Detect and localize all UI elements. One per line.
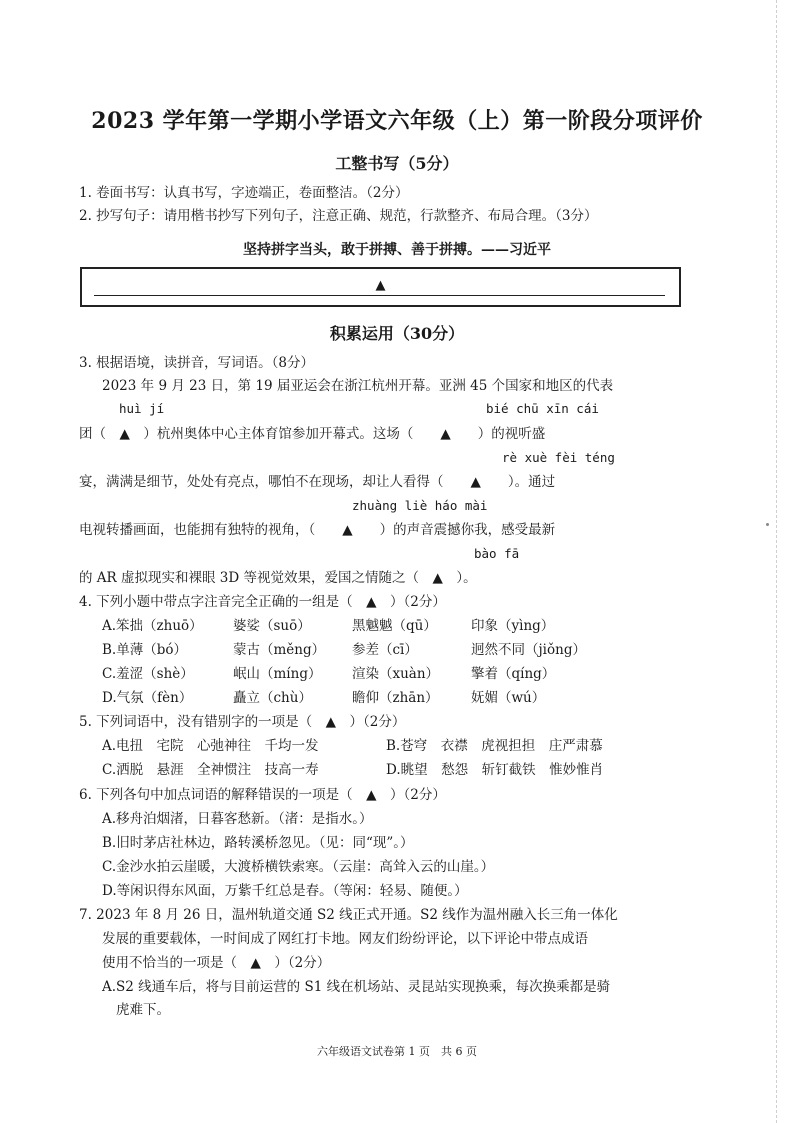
question-1: 1. 卷面书写：认真书写，字迹端正，卷面整洁。（2分） — [79, 185, 409, 201]
question-3-stem: 3. 根据语境，读拼音，写词语。（8分） — [79, 355, 315, 371]
q4-c-4: 擎着（qíng） — [471, 666, 556, 682]
q5-option-c: C.洒脱 悬涯 全神惯注 技高一寿 — [102, 762, 319, 778]
q7-option-a-1: A.S2 线通车后，将与目前运营的 S1 线在机场站、灵昆站实现换乘，每次换乘都是骑 — [102, 979, 611, 995]
q4-d-2: 矗立（chù） — [233, 690, 312, 706]
q4-a-4: 印象（yìng） — [471, 618, 555, 634]
pinyin-huiji: huì jí — [119, 401, 165, 416]
question-3-line-2: 团（ ▲ ）杭州奥体中心主体育馆参加开幕式。这场（ ▲ ）的视听盛 — [79, 426, 546, 442]
q4-b-3: 参差（cī） — [352, 642, 418, 658]
handwriting-answer-box[interactable] — [80, 267, 681, 307]
page-title: 2023 学年第一学期小学语文六年级（上）第一阶段分项评价 — [91, 108, 703, 134]
section-heading-writing: 工整书写（5分） — [335, 154, 459, 173]
q4-b-2: 蒙古（měng） — [233, 642, 326, 658]
q4-d-1: D.气氛（fèn） — [102, 690, 193, 706]
q7-option-a-2: 虎难下。 — [116, 1002, 170, 1018]
q6-option-d: D.等闲识得东风面，万紫千红总是春。（等闲：轻易、随便。） — [102, 883, 468, 899]
q4-c-2: 岷山（míng） — [233, 666, 322, 682]
q4-a-2: 婆娑（suō） — [233, 618, 311, 634]
q4-b-4: 迥然不同（jiǒng） — [471, 642, 586, 658]
pinyin-zhuanglieaomai: zhuàng liè háo mài — [352, 498, 488, 513]
q5-option-d: D.眺望 愁怨 斩钉截铁 惟妙惟肖 — [386, 762, 604, 778]
q4-c-3: 渲染（xuàn） — [352, 666, 440, 682]
q4-b-1: B.单薄（bó） — [102, 642, 187, 658]
question-3-line-3: 宴，满满是细节，处处有亮点，哪怕不在现场，却让人看得（ ▲ ）。通过 — [79, 474, 556, 490]
scan-speck — [766, 523, 769, 526]
q5-option-a: A.电扭 宅院 心弛神往 千均一发 — [102, 738, 319, 754]
q4-d-3: 瞻仰（zhān） — [352, 690, 439, 706]
question-7-stem-1: 7. 2023 年 8 月 26 日，温州轨道交通 S2 线正式开通。S2 线作为温州融入长三角一体化 — [79, 907, 618, 923]
section-heading-accumulation: 积累运用（30分） — [329, 324, 465, 343]
page-footer: 六年级语文试卷第 1 页 共 6 页 — [317, 1045, 477, 1058]
pinyin-rexuefeiteng: rè xuè fèi téng — [502, 450, 615, 465]
answer-mark: ▲ — [375, 278, 386, 293]
question-3-line-5: 的 AR 虚拟现实和裸眼 3D 等视觉效果，爱国之情随之（ ▲ ）。 — [79, 570, 477, 586]
question-3-line-4: 电视转播画面，也能拥有独特的视角，（ ▲ ）的声音震撼你我，感受最新 — [79, 522, 556, 538]
q4-c-1: C.羞涩（shè） — [102, 666, 194, 682]
question-3-line-1: 2023 年 9 月 23 日，第 19 届亚运会在浙江杭州开幕。亚洲 45 个国家和地区的代表 — [102, 378, 614, 394]
q6-option-a: A.移舟泊烟渚，日暮客愁新。（渚：是指水。） — [102, 811, 373, 827]
question-2: 2. 抄写句子：请用楷书抄写下列句子，注意正确、规范，行款整齐、布局合理。（3分） — [79, 208, 598, 224]
pinyin-baofa: bào fā — [474, 546, 520, 561]
copy-quote: 坚持拼字当头，敢于拼搏、善于拼搏。——习近平 — [243, 242, 551, 258]
q4-d-4: 妩媚（wú） — [471, 690, 546, 706]
q5-option-b: B.苍穹 衣襟 虎视担担 庄严肃慕 — [386, 738, 603, 754]
question-7-stem-3: 使用不恰当的一项是（ ▲ ）（2分） — [102, 955, 331, 971]
question-7-stem-2: 发展的重要载体，一时间成了网红打卡地。网友们纷纷评论，以下评论中带点成语 — [102, 931, 588, 947]
q6-option-c: C.金沙水拍云崖暖，大渡桥横铁索寒。（云崖：高耸入云的山崖。） — [102, 859, 495, 875]
q4-a-1: A.笨拙（zhuō） — [102, 618, 203, 634]
question-4-stem: 4. 下列小题中带点字注音完全正确的一组是（ ▲ ）（2分） — [79, 594, 446, 610]
question-6-stem: 6. 下列各句中加点词语的解释错误的一项是（ ▲ ）（2分） — [79, 787, 446, 803]
q6-option-b: B.旧时茅店社林边，路转溪桥忽见。（见：同“现”。） — [102, 835, 414, 851]
q4-a-3: 黑魆魆（qū） — [352, 618, 437, 634]
writing-baseline — [94, 295, 665, 296]
question-5-stem: 5. 下列词语中，没有错别字的一项是（ ▲ ）（2分） — [79, 714, 406, 730]
pinyin-biechuxincai: bié chū xīn cái — [486, 401, 599, 416]
